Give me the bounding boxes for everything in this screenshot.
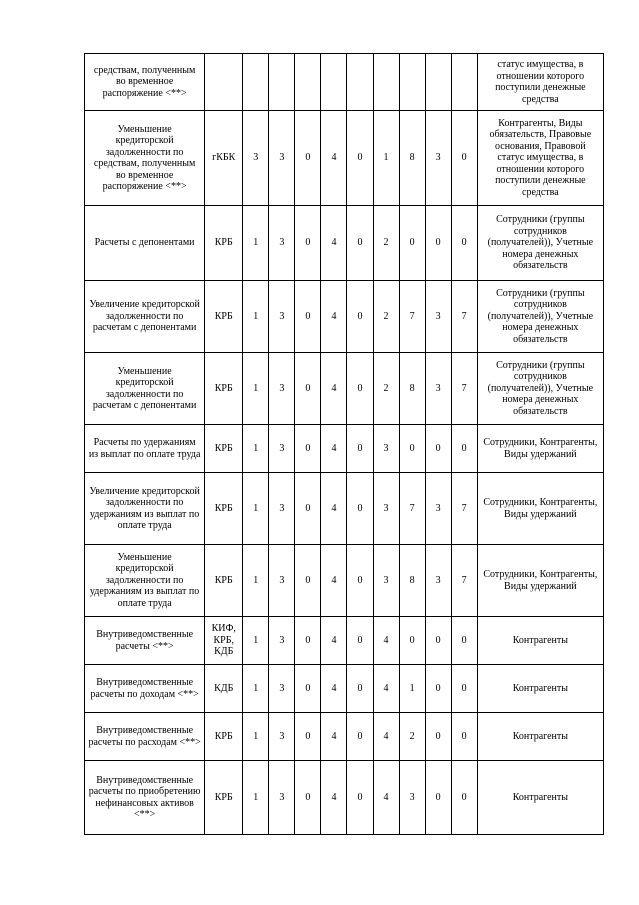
account-digit-cell: 3 bbox=[373, 545, 399, 617]
account-name-cell: средствам, полученным во временное распоряжение <**> bbox=[85, 54, 205, 111]
account-name-cell: Расчеты по удержаниям из выплат по оплате труда bbox=[85, 425, 205, 473]
account-digit-cell: 2 bbox=[399, 713, 425, 761]
table-row bbox=[85, 761, 604, 835]
account-digit-cell: 2 bbox=[373, 353, 399, 425]
account-digit-cell: 0 bbox=[451, 111, 477, 206]
account-digit-cell bbox=[321, 54, 347, 111]
kbk-cell: КИФ, КРБ, КДБ bbox=[205, 617, 243, 665]
table-row bbox=[85, 545, 604, 617]
kbk-cell: КРБ bbox=[205, 761, 243, 835]
account-digit-cell: 0 bbox=[347, 353, 373, 425]
account-name-cell: Расчеты с депонентами bbox=[85, 206, 205, 281]
account-name-cell: Увеличение кредиторской задолженности по расчетам с депонентами bbox=[85, 281, 205, 353]
account-digit-cell: 3 bbox=[425, 111, 451, 206]
account-digit-cell: 1 bbox=[373, 111, 399, 206]
account-digit-cell: 3 bbox=[269, 473, 295, 545]
account-digit-cell: 0 bbox=[347, 617, 373, 665]
account-digit-cell: 0 bbox=[425, 617, 451, 665]
account-digit-cell: 0 bbox=[347, 473, 373, 545]
account-digit-cell: 0 bbox=[347, 425, 373, 473]
analytics-cell: Сотрудники (группы сотрудников (получателей)), Учетные номера денежных обязательств bbox=[477, 281, 603, 353]
table-row bbox=[85, 281, 604, 353]
account-digit-cell: 7 bbox=[451, 281, 477, 353]
account-digit-cell: 0 bbox=[295, 206, 321, 281]
table-row bbox=[85, 425, 604, 473]
account-digit-cell bbox=[269, 54, 295, 111]
table-row bbox=[85, 111, 604, 206]
document-page bbox=[84, 53, 604, 835]
account-digit-cell: 0 bbox=[347, 111, 373, 206]
account-digit-cell: 7 bbox=[399, 473, 425, 545]
account-digit-cell: 1 bbox=[243, 761, 269, 835]
account-name-cell: Внутриведомственные расчеты по доходам <**> bbox=[85, 665, 205, 713]
table-row bbox=[85, 665, 604, 713]
account-digit-cell: 1 bbox=[243, 353, 269, 425]
account-digit-cell: 4 bbox=[321, 206, 347, 281]
table-row bbox=[85, 473, 604, 545]
account-digit-cell: 3 bbox=[425, 545, 451, 617]
account-digit-cell: 1 bbox=[243, 425, 269, 473]
account-digit-cell: 4 bbox=[373, 665, 399, 713]
account-name-cell: Увеличение кредиторской задолженности по удержаниям из выплат по оплате труда bbox=[85, 473, 205, 545]
account-digit-cell: 0 bbox=[451, 665, 477, 713]
account-digit-cell: 0 bbox=[451, 425, 477, 473]
account-digit-cell: 8 bbox=[399, 545, 425, 617]
analytics-cell: Сотрудники (группы сотрудников (получателей)), Учетные номера денежных обязательств bbox=[477, 353, 603, 425]
table-row bbox=[85, 617, 604, 665]
kbk-cell: гКБК bbox=[205, 111, 243, 206]
analytics-cell: Контрагенты bbox=[477, 665, 603, 713]
account-digit-cell: 0 bbox=[295, 713, 321, 761]
account-digit-cell: 3 bbox=[373, 473, 399, 545]
account-name-cell: Уменьшение кредиторской задолженности по расчетам с депонентами bbox=[85, 353, 205, 425]
kbk-cell: КРБ bbox=[205, 545, 243, 617]
account-digit-cell: 0 bbox=[451, 617, 477, 665]
account-digit-cell: 3 bbox=[269, 545, 295, 617]
account-digit-cell: 4 bbox=[373, 761, 399, 835]
account-digit-cell: 3 bbox=[269, 206, 295, 281]
kbk-cell: КРБ bbox=[205, 206, 243, 281]
table-row bbox=[85, 713, 604, 761]
account-digit-cell: 3 bbox=[399, 761, 425, 835]
account-digit-cell: 3 bbox=[269, 665, 295, 713]
account-digit-cell: 1 bbox=[399, 665, 425, 713]
account-digit-cell: 7 bbox=[451, 353, 477, 425]
account-digit-cell bbox=[347, 54, 373, 111]
kbk-cell: КРБ bbox=[205, 473, 243, 545]
account-digit-cell: 0 bbox=[347, 281, 373, 353]
account-digit-cell: 4 bbox=[321, 545, 347, 617]
account-digit-cell: 0 bbox=[425, 665, 451, 713]
account-digit-cell: 0 bbox=[295, 281, 321, 353]
analytics-cell: Контрагенты bbox=[477, 713, 603, 761]
account-digit-cell: 4 bbox=[373, 713, 399, 761]
account-digit-cell: 3 bbox=[269, 425, 295, 473]
account-digit-cell: 3 bbox=[269, 281, 295, 353]
table-row bbox=[85, 353, 604, 425]
account-digit-cell: 1 bbox=[243, 473, 269, 545]
account-digit-cell: 1 bbox=[243, 617, 269, 665]
analytics-cell: Сотрудники, Контрагенты, Виды удержаний bbox=[477, 545, 603, 617]
account-digit-cell: 3 bbox=[243, 111, 269, 206]
account-name-cell: Внутриведомственные расчеты по приобретению нефинансовых активов <**> bbox=[85, 761, 205, 835]
account-digit-cell: 7 bbox=[399, 281, 425, 353]
table-row bbox=[85, 206, 604, 281]
account-digit-cell: 0 bbox=[295, 473, 321, 545]
account-digit-cell: 4 bbox=[321, 281, 347, 353]
account-digit-cell: 0 bbox=[451, 713, 477, 761]
account-name-cell: Внутриведомственные расчеты <**> bbox=[85, 617, 205, 665]
analytics-cell: Сотрудники, Контрагенты, Виды удержаний bbox=[477, 473, 603, 545]
account-digit-cell: 0 bbox=[399, 425, 425, 473]
account-digit-cell: 1 bbox=[243, 665, 269, 713]
account-name-cell: Внутриведомственные расчеты по расходам <**> bbox=[85, 713, 205, 761]
account-name-cell: Уменьшение кредиторской задолженности по средствам, полученным во временное распоряжение <**> bbox=[85, 111, 205, 206]
account-digit-cell: 0 bbox=[425, 206, 451, 281]
analytics-cell: Сотрудники, Контрагенты, Виды удержаний bbox=[477, 425, 603, 473]
account-digit-cell: 4 bbox=[321, 353, 347, 425]
account-digit-cell: 1 bbox=[243, 713, 269, 761]
account-digit-cell: 3 bbox=[269, 111, 295, 206]
analytics-cell: Контрагенты, Виды обязательств, Правовые основания, Правовой статус имущества, в отношении которого поступили денежные средства bbox=[477, 111, 603, 206]
account-digit-cell: 4 bbox=[321, 617, 347, 665]
account-digit-cell bbox=[399, 54, 425, 111]
account-digit-cell: 3 bbox=[269, 713, 295, 761]
account-digit-cell: 0 bbox=[295, 665, 321, 713]
account-digit-cell: 0 bbox=[425, 425, 451, 473]
account-digit-cell bbox=[373, 54, 399, 111]
account-digit-cell: 1 bbox=[243, 545, 269, 617]
analytics-cell: Контрагенты bbox=[477, 761, 603, 835]
analytics-cell: статус имущества, в отношении которого поступили денежные средства bbox=[477, 54, 603, 111]
account-digit-cell: 1 bbox=[243, 281, 269, 353]
kbk-cell: КРБ bbox=[205, 281, 243, 353]
account-digit-cell: 3 bbox=[269, 353, 295, 425]
account-digit-cell: 4 bbox=[321, 111, 347, 206]
account-digit-cell: 0 bbox=[451, 206, 477, 281]
account-digit-cell: 8 bbox=[399, 111, 425, 206]
account-digit-cell: 0 bbox=[347, 206, 373, 281]
account-digit-cell bbox=[295, 54, 321, 111]
accounts-table bbox=[84, 53, 604, 835]
account-digit-cell: 1 bbox=[243, 206, 269, 281]
account-digit-cell: 0 bbox=[425, 761, 451, 835]
account-name-cell: Уменьшение кредиторской задолженности по удержаниям из выплат по оплате труда bbox=[85, 545, 205, 617]
account-digit-cell: 2 bbox=[373, 281, 399, 353]
account-digit-cell: 0 bbox=[295, 111, 321, 206]
account-digit-cell: 4 bbox=[321, 665, 347, 713]
kbk-cell bbox=[205, 54, 243, 111]
account-digit-cell: 0 bbox=[347, 713, 373, 761]
account-digit-cell: 0 bbox=[295, 761, 321, 835]
account-digit-cell: 8 bbox=[399, 353, 425, 425]
account-digit-cell: 3 bbox=[425, 473, 451, 545]
account-digit-cell: 7 bbox=[451, 545, 477, 617]
account-digit-cell: 0 bbox=[347, 761, 373, 835]
account-digit-cell: 0 bbox=[399, 617, 425, 665]
account-digit-cell: 0 bbox=[295, 353, 321, 425]
account-digit-cell: 4 bbox=[373, 617, 399, 665]
kbk-cell: КДБ bbox=[205, 665, 243, 713]
account-digit-cell: 4 bbox=[321, 473, 347, 545]
account-digit-cell: 4 bbox=[321, 761, 347, 835]
account-digit-cell: 2 bbox=[373, 206, 399, 281]
account-digit-cell: 0 bbox=[399, 206, 425, 281]
account-digit-cell: 0 bbox=[295, 617, 321, 665]
account-digit-cell bbox=[451, 54, 477, 111]
account-digit-cell: 0 bbox=[451, 761, 477, 835]
table-body bbox=[85, 54, 604, 835]
account-digit-cell: 4 bbox=[321, 425, 347, 473]
account-digit-cell: 3 bbox=[425, 353, 451, 425]
table-row bbox=[85, 54, 604, 111]
analytics-cell: Сотрудники (группы сотрудников (получателей)), Учетные номера денежных обязательств bbox=[477, 206, 603, 281]
account-digit-cell bbox=[243, 54, 269, 111]
account-digit-cell: 3 bbox=[425, 281, 451, 353]
account-digit-cell: 3 bbox=[269, 761, 295, 835]
kbk-cell: КРБ bbox=[205, 353, 243, 425]
account-digit-cell: 0 bbox=[295, 545, 321, 617]
account-digit-cell: 3 bbox=[269, 617, 295, 665]
analytics-cell: Контрагенты bbox=[477, 617, 603, 665]
account-digit-cell: 0 bbox=[347, 545, 373, 617]
account-digit-cell: 0 bbox=[347, 665, 373, 713]
account-digit-cell: 0 bbox=[295, 425, 321, 473]
account-digit-cell: 0 bbox=[425, 713, 451, 761]
account-digit-cell: 3 bbox=[373, 425, 399, 473]
account-digit-cell bbox=[425, 54, 451, 111]
account-digit-cell: 4 bbox=[321, 713, 347, 761]
account-digit-cell: 7 bbox=[451, 473, 477, 545]
kbk-cell: КРБ bbox=[205, 425, 243, 473]
kbk-cell: КРБ bbox=[205, 713, 243, 761]
